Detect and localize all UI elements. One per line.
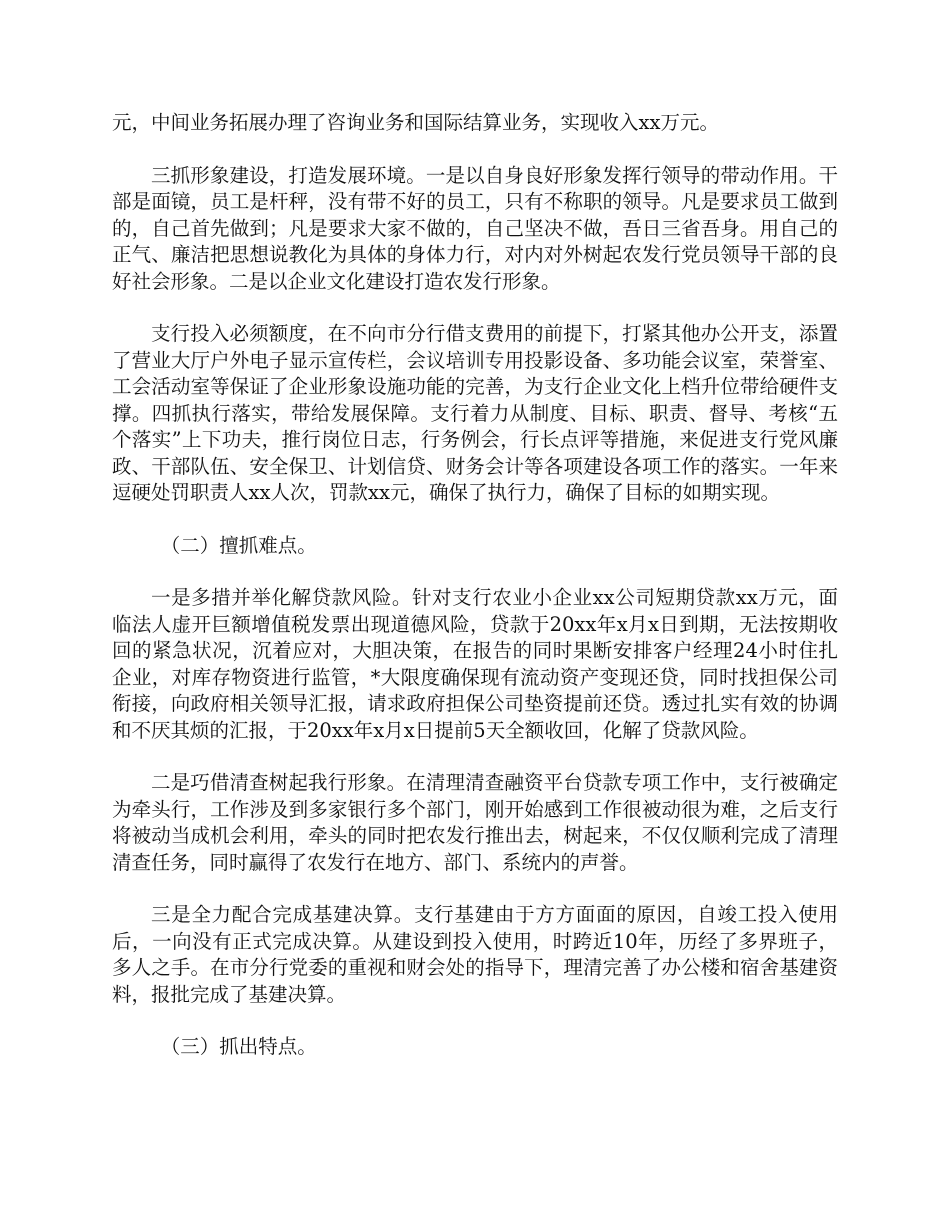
section-heading-difficulties: （二）擅抓难点。 [160, 533, 317, 557]
paragraph-continued: 元，中间业务拓展办理了咨询业务和国际结算业务，实现收入xx万元。 [112, 111, 719, 134]
paragraph-construction-settlement: 三是全力配合完成基建决算。支行基建由于方方面面的原因，自竣工投入使用后，一向没有正式完成决算。从建设到投入使用，时跨近10年，历经了多界班子，多人之手。在市分行党委的重视和财会处的指导下，理清完善了办公楼和宿舍基建资料，报批完成了基建决算。 [112, 903, 838, 1006]
paragraph-cleanup: 二是巧借清查树起我行形象。在清理清查融资平台贷款专项工作中，支行被确定为牵头行，工作涉及到多家银行多个部门，刚开始感到工作很被动很为难，之后支行将被动当成机会利用，牵头的同时把农发行推出去，树起来，不仅仅顺利完成了清理清查任务，同时赢得了农发行在地方、部门、系统内的声誉。 [112, 771, 838, 874]
section-heading-features: （三）抓出特点。 [160, 1035, 317, 1058]
document-page [112, 110, 838, 1087]
paragraph-image-building: 三抓形象建设，打造发展环境。一是以自身良好形象发挥行领导的带动作用。干部是面镜，员工是杆秤，没有带不好的员工，只有不称职的领导。凡是要求员工做到的，自己首先做到；凡是要求大家不做的，自己坚决不做，吾日三省吾身。用自己的正气、廉洁把思想说教化为具体的身体力行，对内对外树起农发行党员领导干部的良好社会形象。二是以企业文化建设打造农发行形象。 [112, 163, 838, 293]
paragraph-investment: 支行投入必须额度，在不向市分行借支费用的前提下，打紧其他办公开支，添置了营业大厅户外电子显示宣传栏，会议培训专用投影设备、多功能会议室，荣誉室、工会活动室等保证了企业形象设施功能的完善，为支行企业文化上档升位带给硬件支撑。四抓执行落实，带给发展保障。支行着力从制度、目标、职责、督导、考核“五个落实”上下功夫，推行岗位日志，行务例会，行长点评等措施，来促进支行党风廉政、干部队伍、安全保卫、计划信贷、财务会计等各项建设各项工作的落实。一年来逗硬处罚职责人xx人次，罚款xx元，确保了执行力，确保了目标的如期实现。 [112, 322, 838, 504]
paragraph-loan-risk: 一是多措并举化解贷款风险。针对支行农业小企业xx公司短期贷款xx万元，面临法人虚开巨额增值税发票出现道德风险，贷款于20xx年x月x日到期，无法按期收回的紧急状况，沉着应对，大胆决策，在报告的同时果断安排客户经理24小时住扎企业，对库存物资进行监管，*大限度确保现有流动资产变现还贷，同时找担保公司衔接，向政府相关领导汇报，请求政府担保公司垫资提前还贷。透过扎实有效的协调和不厌其烦的汇报，于20xx年x月x日提前5天全额收回，化解了贷款风险。 [112, 586, 838, 742]
